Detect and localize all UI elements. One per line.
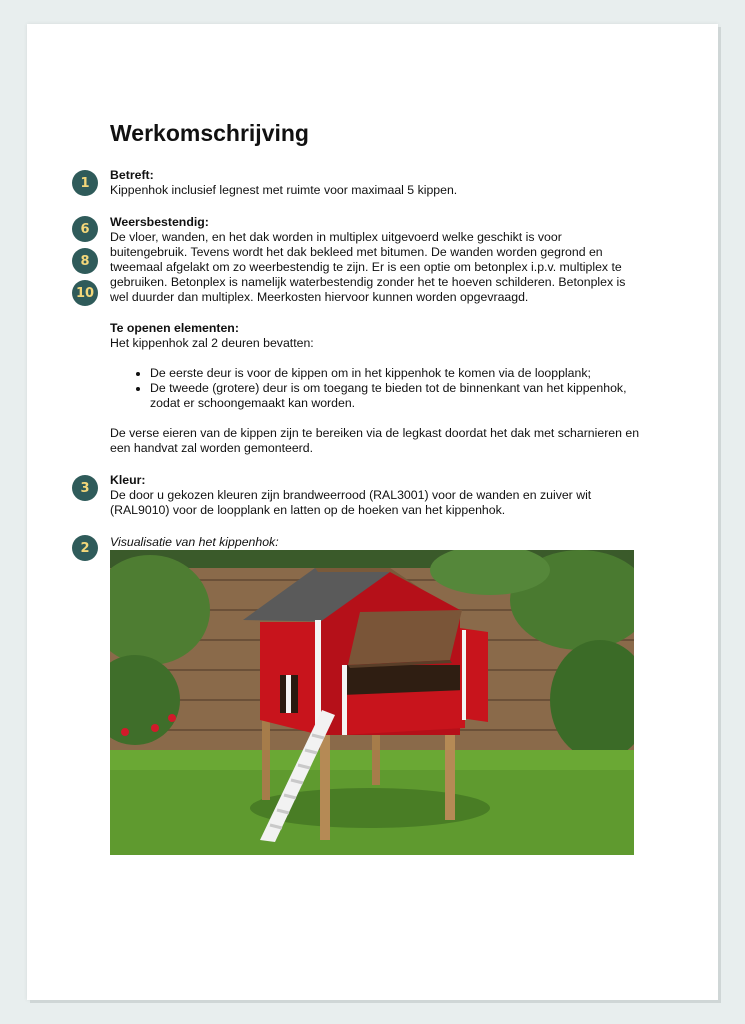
te-openen-intro: Het kippenhok zal 2 deuren bevatten: <box>110 336 314 350</box>
weersbestendig-heading: Weersbestendig: <box>110 215 209 229</box>
list-item: • De eerste deur is voor de kippen om in het kippenhok te komen via de loopplank; <box>150 366 640 381</box>
page-title: Werkomschrijving <box>110 120 309 146</box>
kleur-text: De door u gekozen kleuren zijn brandweerrood (RAL3001) voor de wanden en zuiver wit (RAL9010) voor de loopplank en latten op de hoeken van het kippenhok. <box>110 488 592 517</box>
betreft-heading: Betreft: <box>110 168 154 182</box>
section-betreft <box>110 168 640 198</box>
badge-1: 1 <box>72 170 98 196</box>
chicken-coop-photo <box>110 550 634 855</box>
section-kleur <box>110 473 640 518</box>
document-page <box>27 24 718 1000</box>
badge-6: 6 <box>72 216 98 242</box>
badge-10: 10 <box>72 280 98 306</box>
section-weersbestendig <box>110 215 640 305</box>
betreft-text: Kippenhok inclusief legnest met ruimte voor maximaal 5 kippen. <box>110 183 458 197</box>
kleur-heading: Kleur: <box>110 473 146 487</box>
visualisatie-caption: Visualisatie van het kippenhok: <box>110 535 279 549</box>
badge-8: 8 <box>72 248 98 274</box>
badge-3: 3 <box>72 475 98 501</box>
te-openen-heading: Te openen elementen: <box>110 321 239 335</box>
weersbestendig-text: De vloer, wanden, en het dak worden in multiplex uitgevoerd welke geschikt is voor buitengebruik. Tevens wordt het dak bekleed met bitumen. De wanden worden gegrond en tweemaal afgelakt om zo weerbestendig te zijn. Er is een optie om betonplex i.p.v. multiplex te gebruiken. Betonplex is namelijk waterbestendig zonder het te hoeven schilderen. Betonplex is wel duurder dan multiplex. Meerkosten hiervoor kunnen worden opgevraagd. <box>110 230 626 304</box>
deuren-list <box>110 366 640 411</box>
badge-2: 2 <box>72 535 98 561</box>
te-openen-outro: De verse eieren van de kippen zijn te bereiken via de legkast doordat het dak met scharnieren en een handvat zal worden gemonteerd. <box>110 426 640 455</box>
section-te-openen <box>110 321 640 456</box>
list-item: • De tweede (grotere) deur is om toegang te bieden tot de binnenkant van het kippenhok, zodat er schoongemaakt kan worden. <box>150 381 640 411</box>
